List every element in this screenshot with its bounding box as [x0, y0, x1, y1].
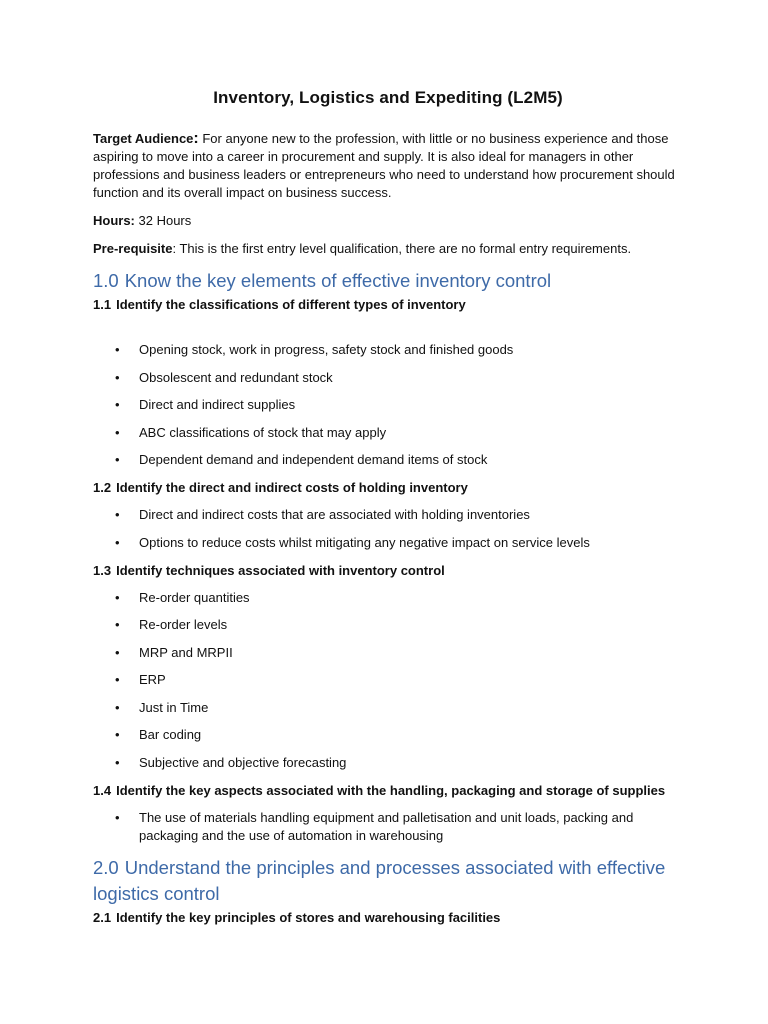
bullet-icon: • [115, 342, 120, 357]
bullet-icon: • [115, 809, 120, 825]
list-item-text: Opening stock, work in progress, safety stock and finished goods [139, 342, 514, 357]
hours-text: 32 Hours [134, 213, 192, 228]
subsection-heading [93, 562, 683, 580]
subsection-title: Identify the key principles of stores and warehousing facilities [116, 909, 501, 925]
target-audience-paragraph [93, 130, 683, 202]
list-item [93, 424, 683, 442]
subsection-title: Identify techniques associated with inventory control [116, 562, 445, 578]
list-item-text: The use of materials handling equipment and palletisation and unit loads, packing and packaging and the use of automation in warehousing [139, 809, 634, 843]
list-item [93, 671, 683, 689]
bullet-icon: • [115, 534, 120, 550]
list-item-text: Obsolescent and redundant stock [139, 369, 333, 385]
subsection-number: 2.1 [93, 909, 112, 925]
bullet-icon: • [115, 369, 120, 385]
subsection-heading [93, 479, 683, 497]
bullet-icon: • [115, 699, 120, 715]
bullet-icon: • [115, 672, 120, 687]
bullet-icon: • [115, 727, 120, 742]
bullet-icon: • [115, 507, 120, 522]
bullet-icon: • [115, 424, 120, 440]
section-heading [93, 268, 683, 294]
bullet-list [93, 809, 683, 845]
bullet-icon: • [115, 589, 120, 605]
list-item-text: Bar coding [139, 727, 202, 742]
subsection-number: 1.3 [93, 562, 112, 578]
list-item [93, 506, 683, 524]
subsection-heading [93, 909, 683, 927]
document-body [93, 88, 683, 936]
bullet-icon: • [115, 452, 120, 467]
list-item-text: Re-order levels [139, 617, 228, 632]
section-number: 2.0 [93, 856, 119, 878]
bullet-list [93, 341, 683, 469]
list-item [93, 616, 683, 634]
list-item [93, 451, 683, 469]
list-item-text: ERP [139, 672, 166, 687]
document-title: Inventory, Logistics and Expediting (L2M5) [213, 88, 563, 107]
list-item [93, 396, 683, 414]
bullet-list [93, 589, 683, 772]
section-number: 1.0 [93, 270, 119, 291]
list-item [93, 534, 683, 552]
list-item [93, 589, 683, 607]
bullet-list [93, 506, 683, 552]
subsection-title: Identify the classifications of different types of inventory [116, 297, 466, 312]
list-item-text: Options to reduce costs whilst mitigating any negative impact on service levels [139, 534, 590, 550]
subsection-title: Identify the direct and indirect costs of holding inventory [116, 480, 468, 495]
bullet-icon: • [115, 617, 120, 632]
target-audience-text: For anyone new to the profession, with little or no business experience and those aspiring to move into a career in procurement and supply. It is also ideal for managers in other professions and business leaders or entrepreneurs who need to understand how procurement should function and its overall impact on business success. [93, 131, 675, 200]
target-audience-label: Target Audience [93, 131, 194, 146]
list-item [93, 369, 683, 387]
subsection-number: 1.4 [93, 782, 112, 798]
list-item [93, 644, 683, 662]
hours-label: Hours: [93, 213, 135, 228]
list-item-text: Re-order quantities [139, 589, 250, 605]
list-item-text: MRP and MRPII [139, 644, 233, 660]
section-heading [93, 855, 683, 907]
section-title: Know the key elements of effective inventory control [124, 270, 552, 291]
subsection-title: Identify the key aspects associated with the handling, packaging and storage of supplies [116, 782, 666, 798]
bullet-icon: • [115, 644, 120, 660]
list-item-text: Just in Time [139, 699, 209, 715]
section-title: Understand the principles and processes associated with effective logistics control [93, 856, 666, 904]
list-item-text: Direct and indirect supplies [139, 397, 296, 412]
target-audience-colon: : [193, 130, 199, 147]
list-item-text: Dependent demand and independent demand items of stock [139, 452, 488, 467]
list-item [93, 754, 683, 772]
bullet-icon: • [115, 397, 120, 412]
subsection-number: 1.2 [93, 480, 112, 495]
subsection-heading [93, 296, 683, 314]
list-item-text: Direct and indirect costs that are associated with holding inventories [139, 507, 530, 522]
hours-paragraph [93, 212, 683, 230]
subsection-heading [93, 782, 683, 800]
subsection-number: 1.1 [93, 297, 112, 312]
prerequisite-paragraph [93, 240, 683, 258]
bullet-icon: • [115, 754, 120, 770]
prerequisite-label: Pre-requisite [93, 241, 173, 256]
list-item [93, 809, 683, 845]
list-item-text: ABC classifications of stock that may apply [139, 424, 387, 440]
list-item [93, 726, 683, 744]
list-item-text: Subjective and objective forecasting [139, 754, 347, 770]
list-item [93, 341, 683, 359]
list-item [93, 699, 683, 717]
prerequisite-text: : This is the first entry level qualification, there are no formal entry requirements. [172, 241, 632, 256]
